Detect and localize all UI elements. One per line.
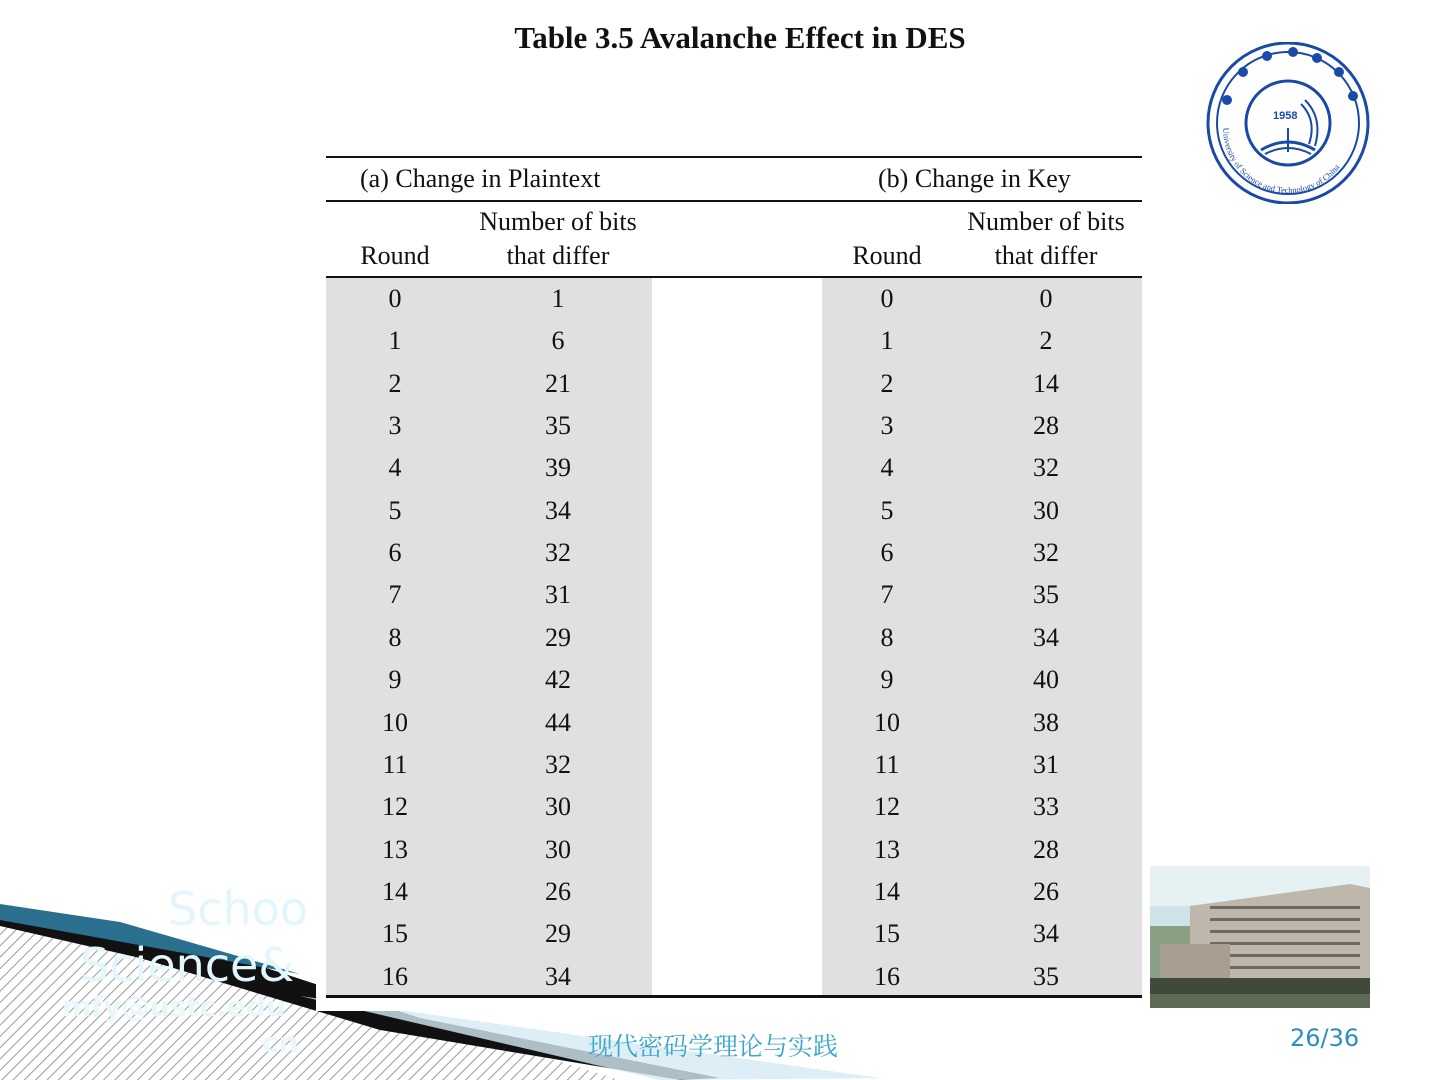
cell-round-b: 4: [880, 453, 894, 483]
cell-round-b: 12: [874, 792, 900, 822]
cell-bits-a: 42: [545, 665, 571, 695]
cell-round-a: 4: [388, 453, 402, 483]
page-number: 26/36: [1290, 1024, 1360, 1052]
cell-bits-a: 31: [545, 580, 571, 610]
watermark-email-suffix: cn: [262, 1026, 299, 1059]
cell-bits-a: 29: [545, 919, 571, 949]
cell-round-a: 9: [388, 665, 402, 695]
cell-round-b: 16: [874, 961, 900, 991]
cell-round-b: 5: [880, 495, 894, 525]
cell-bits-a: 34: [545, 961, 571, 991]
bottom-rule: [326, 995, 1142, 998]
cell-round-a: 12: [382, 792, 408, 822]
col-bits-b-line1: Number of bits: [967, 207, 1125, 236]
avalanche-table: [316, 156, 1150, 1011]
cell-round-a: 2: [388, 368, 402, 398]
cell-bits-a: 30: [545, 792, 571, 822]
cell-round-a: 16: [382, 961, 408, 991]
cell-round-a: 5: [388, 495, 402, 525]
col-bits-a-line2: that differ: [506, 241, 610, 270]
cell-round-a: 14: [382, 876, 408, 906]
cell-bits-b: 2: [1039, 326, 1053, 356]
cell-round-b: 11: [874, 749, 900, 779]
cell-round-b: 1: [880, 326, 894, 356]
cell-bits-a: 32: [545, 749, 571, 779]
cell-bits-a: 1: [551, 284, 565, 313]
cell-bits-b: 40: [1033, 665, 1059, 695]
cell-round-b: 6: [880, 538, 894, 568]
cell-round-b: 10: [874, 707, 900, 737]
cell-bits-b: 31: [1033, 749, 1059, 779]
campus-photo: [1150, 866, 1370, 1008]
section-key: (b) Change in Key: [878, 164, 1071, 193]
cell-bits-a: 35: [545, 411, 571, 441]
table-title: Table 3.5 Avalanche Effect in DES: [514, 20, 966, 55]
cell-round-a: 15: [382, 919, 408, 949]
university-logo: [1205, 42, 1371, 204]
cell-bits-b: 35: [1033, 580, 1059, 610]
watermark-science: Science&: [80, 938, 295, 992]
cell-round-a: 7: [388, 580, 402, 610]
cell-round-a: 8: [388, 622, 402, 652]
cell-bits-a: 26: [545, 876, 571, 906]
cell-bits-a: 30: [545, 834, 571, 864]
cell-round-a: 3: [388, 411, 402, 441]
cell-round-b: 7: [880, 580, 894, 610]
cell-bits-b: 33: [1033, 792, 1059, 822]
col-round-b: Round: [852, 241, 922, 270]
cell-round-a: 11: [382, 749, 408, 779]
cell-bits-a: 39: [545, 453, 571, 483]
header-rule: [326, 276, 1142, 278]
watermark-school: Schoo: [168, 882, 308, 936]
cell-bits-a: 44: [545, 707, 571, 737]
cell-bits-b: 32: [1033, 453, 1059, 483]
cell-round-a: 1: [388, 326, 402, 356]
cell-bits-b: 28: [1033, 834, 1059, 864]
cell-round-b: 8: [880, 622, 894, 652]
cell-bits-b: 26: [1033, 876, 1059, 906]
top-rule: [326, 156, 1142, 158]
col-bits-a-line1: Number of bits: [479, 207, 637, 236]
cell-bits-a: 29: [545, 622, 571, 652]
watermark-email: mfy@ustc.edu: [62, 990, 286, 1023]
cell-bits-a: 6: [551, 326, 565, 356]
col-bits-b-line2: that differ: [994, 241, 1098, 270]
cell-round-a: 6: [388, 538, 402, 568]
cell-bits-b: 0: [1039, 284, 1053, 313]
section-plaintext: (a) Change in Plaintext: [360, 164, 601, 193]
cell-round-b: 14: [874, 876, 900, 906]
cell-bits-b: 14: [1033, 368, 1059, 398]
logo-inscription: University of Science and Technology of China: [1220, 127, 1342, 196]
logo-year: 1958: [1273, 110, 1298, 122]
cell-bits-b: 35: [1033, 961, 1059, 991]
cell-bits-b: 28: [1033, 411, 1059, 441]
cell-round-b: 15: [874, 919, 900, 949]
cell-bits-b: 34: [1033, 919, 1059, 949]
cell-round-a: 10: [382, 707, 408, 737]
cell-round-b: 13: [874, 834, 900, 864]
cell-bits-b: 38: [1033, 707, 1059, 737]
cell-round-a: 0: [388, 284, 402, 313]
cell-round-b: 0: [880, 284, 894, 313]
cell-bits-a: 21: [545, 368, 571, 398]
cell-bits-b: 32: [1033, 538, 1059, 568]
cell-bits-a: 32: [545, 538, 571, 568]
cell-round-b: 9: [880, 665, 894, 695]
cell-bits-b: 34: [1033, 622, 1059, 652]
cell-round-b: 2: [880, 368, 894, 398]
course-title: 现代密码学理论与实践: [588, 1032, 839, 1061]
section-rule: [326, 200, 1142, 202]
cell-bits-b: 30: [1033, 495, 1059, 525]
cell-round-a: 13: [382, 834, 408, 864]
col-round-a: Round: [360, 241, 430, 270]
cell-bits-a: 34: [545, 495, 571, 525]
cell-round-b: 3: [880, 411, 894, 441]
